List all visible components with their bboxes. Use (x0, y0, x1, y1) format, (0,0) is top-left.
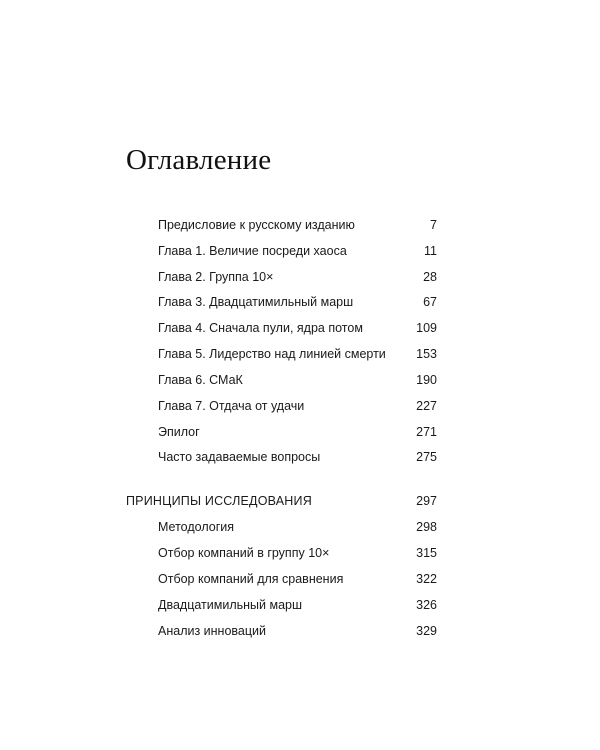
toc-entry-chapter-7 (0, 396, 600, 416)
toc-entry-page: 190 (416, 373, 437, 387)
toc-entry-chapter-4 (0, 318, 600, 338)
toc-entry-page: 28 (423, 270, 437, 284)
toc-entry-page: 329 (416, 624, 437, 638)
toc-entry-label: Глава 3. Двадцатимильный марш (158, 295, 354, 309)
toc-entry-page: 298 (416, 520, 437, 534)
toc-entry-page: 67 (423, 295, 437, 309)
toc-entry-page: 326 (416, 598, 437, 612)
toc-entry-label: Отбор компаний в группу 10× (158, 546, 330, 560)
toc-entry-label: Глава 6. СМаК (158, 373, 243, 387)
toc-entry-faq (0, 447, 600, 467)
toc-entry-page: 109 (416, 321, 437, 335)
toc-entry-label: Глава 7. Отдача от удачи (158, 399, 305, 413)
toc-entry-label: Анализ инноваций (158, 624, 266, 638)
toc-section-label: ПРИНЦИПЫ ИССЛЕДОВАНИЯ (126, 494, 312, 508)
toc-entry-preface (0, 215, 600, 235)
toc-section-research-principles (0, 491, 600, 511)
toc-entry-label: Методология (158, 520, 235, 534)
toc-entry-selection-comparison (0, 569, 600, 589)
toc-entry-epilogue (0, 422, 600, 442)
toc-entry-page: 11 (424, 244, 437, 258)
toc-entry-page: 227 (416, 399, 437, 413)
page-title: Оглавление (126, 144, 272, 176)
toc-entry-label: Эпилог (158, 425, 200, 439)
toc-entry-page: 7 (430, 218, 437, 232)
toc-entry-methodology (0, 517, 600, 537)
toc-entry-page: 153 (416, 347, 437, 361)
toc-entry-chapter-3 (0, 292, 600, 312)
toc-entry-label: Часто задаваемые вопросы (158, 450, 321, 464)
toc-entry-twenty-mile-march (0, 595, 600, 615)
toc-entry-page: 275 (416, 450, 437, 464)
toc-entry-innovation-analysis (0, 621, 600, 641)
toc-entry-label: Глава 5. Лидерство над линией смерти (158, 347, 386, 361)
toc-entry-chapter-1 (0, 241, 600, 261)
toc-entry-page: 315 (416, 546, 437, 560)
toc-entry-label: Глава 2. Группа 10× (158, 270, 274, 284)
toc-entry-label: Двадцатимильный марш (158, 598, 303, 612)
toc-entry-page: 322 (416, 572, 437, 586)
toc-entry-page: 271 (416, 425, 437, 439)
toc-entry-label: Глава 1. Величие посреди хаоса (158, 244, 347, 258)
toc-entry-label: Глава 4. Сначала пули, ядра потом (158, 321, 363, 335)
toc-entry-chapter-5 (0, 344, 600, 364)
toc-entry-label: Предисловие к русскому изданию (158, 218, 355, 232)
toc-entry-chapter-6 (0, 370, 600, 390)
toc-entry-chapter-2 (0, 267, 600, 287)
toc-entry-selection-10x (0, 543, 600, 563)
toc-entry-label: Отбор компаний для сравнения (158, 572, 344, 586)
toc-section-page: 297 (416, 494, 437, 508)
